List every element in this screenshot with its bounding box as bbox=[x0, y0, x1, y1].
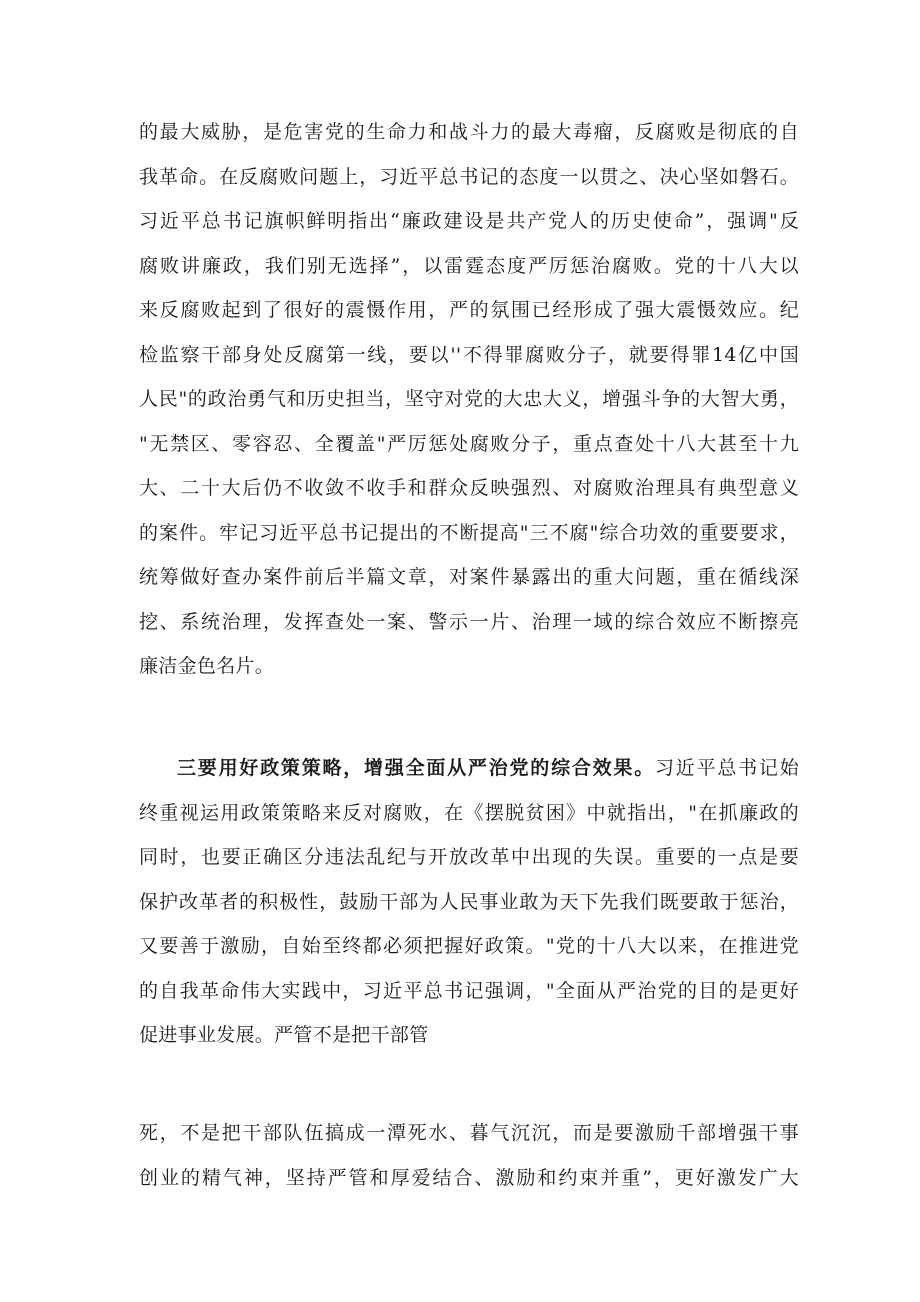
text-line: 终重视运用政策策略来反对腐败，在《摆脱贫困》中就指出，"在抓廉政的 bbox=[139, 801, 799, 824]
text-line: 的最大威胁，是危害党的生命力和战斗力的最大毒瘤，反腐败是彻底的自 bbox=[139, 121, 799, 143]
text-line: 检监察干部身处反腐第一线，要以''不得罪腐败分子，就要得罪14亿中国 bbox=[139, 343, 799, 366]
text-line: 创业的精气神，坚持严管和厚爱结合、激励和约束并重”，更好激发广大 bbox=[139, 1166, 799, 1189]
text-line: 廉洁金色名片。 bbox=[139, 655, 275, 677]
paragraph-heading: 三要用好政策策略，增强全面从严治党的综合效果。 bbox=[177, 757, 655, 779]
text-line: 保护改革者的积极性，鼓励干部为人民事业敢为天下先我们既要敢于惩治， bbox=[139, 890, 799, 913]
text-line: 的自我革命伟大实践中，习近平总书记强调，"全面从严治党的目的是更好 bbox=[139, 979, 799, 1002]
text-line: 死，不是把干部队伍搞成一潭死水、暮气沉沉，而是要激励千部增强干事 bbox=[139, 1122, 799, 1144]
text-line: 又要善于激励，自始至终都必须把握好政策。"党的十八大以来，在推进党 bbox=[139, 935, 799, 957]
text-line: 我革命。在反腐败问题上，习近平总书记的态度一以贯之、决心坚如磐石。 bbox=[139, 165, 799, 188]
text-line: "无禁区、零容忍、全覆盖"严厉惩处腐败分子，重点查处十八大甚至十九 bbox=[139, 432, 799, 455]
paragraph-2 bbox=[139, 746, 799, 1058]
text-line: 同时，也要正确区分违法乱纪与开放改革中出现的失误。重要的一点是要 bbox=[139, 846, 799, 868]
paragraph-1 bbox=[139, 110, 799, 689]
text-line: 挖、系统治理，发挥查处一案、警示一片、治理一域的综合效应不断擦亮 bbox=[139, 610, 799, 633]
text-line bbox=[139, 746, 799, 791]
text-line: 人民"的政治勇气和历史担当，坚守对党的大忠大义，增强斗争的大智大勇， bbox=[139, 388, 799, 410]
text-fragment: 习近平总书记始 bbox=[655, 757, 799, 779]
text-line: 习近平总书记旗帜鲜明指出“廉政建设是共产党人的历史使命”，强调"反 bbox=[139, 210, 799, 232]
text-line: 促进事业发展。严管不是把干部管 bbox=[139, 1024, 429, 1046]
text-line: 统筹做好查办案件前后半篇文章，对案件暴露出的重大问题，重在循线深 bbox=[139, 566, 799, 588]
paragraph-3 bbox=[139, 1111, 799, 1200]
text-line: 的案件。牢记习近平总书记提出的不断提高"三不腐"综合功效的重要要求， bbox=[139, 521, 799, 544]
text-line: 腐败讲廉政，我们别无选择”，以雷霆态度严厉惩治腐败。党的十八大以 bbox=[139, 254, 799, 277]
text-line: 来反腐败起到了很好的震慑作用，严的氛围已经形成了强大震慑效应。纪 bbox=[139, 299, 799, 321]
text-line: 大、二十大后仍不收敛不收手和群众反映强烈、对腐败治理具有典型意义 bbox=[139, 477, 799, 499]
